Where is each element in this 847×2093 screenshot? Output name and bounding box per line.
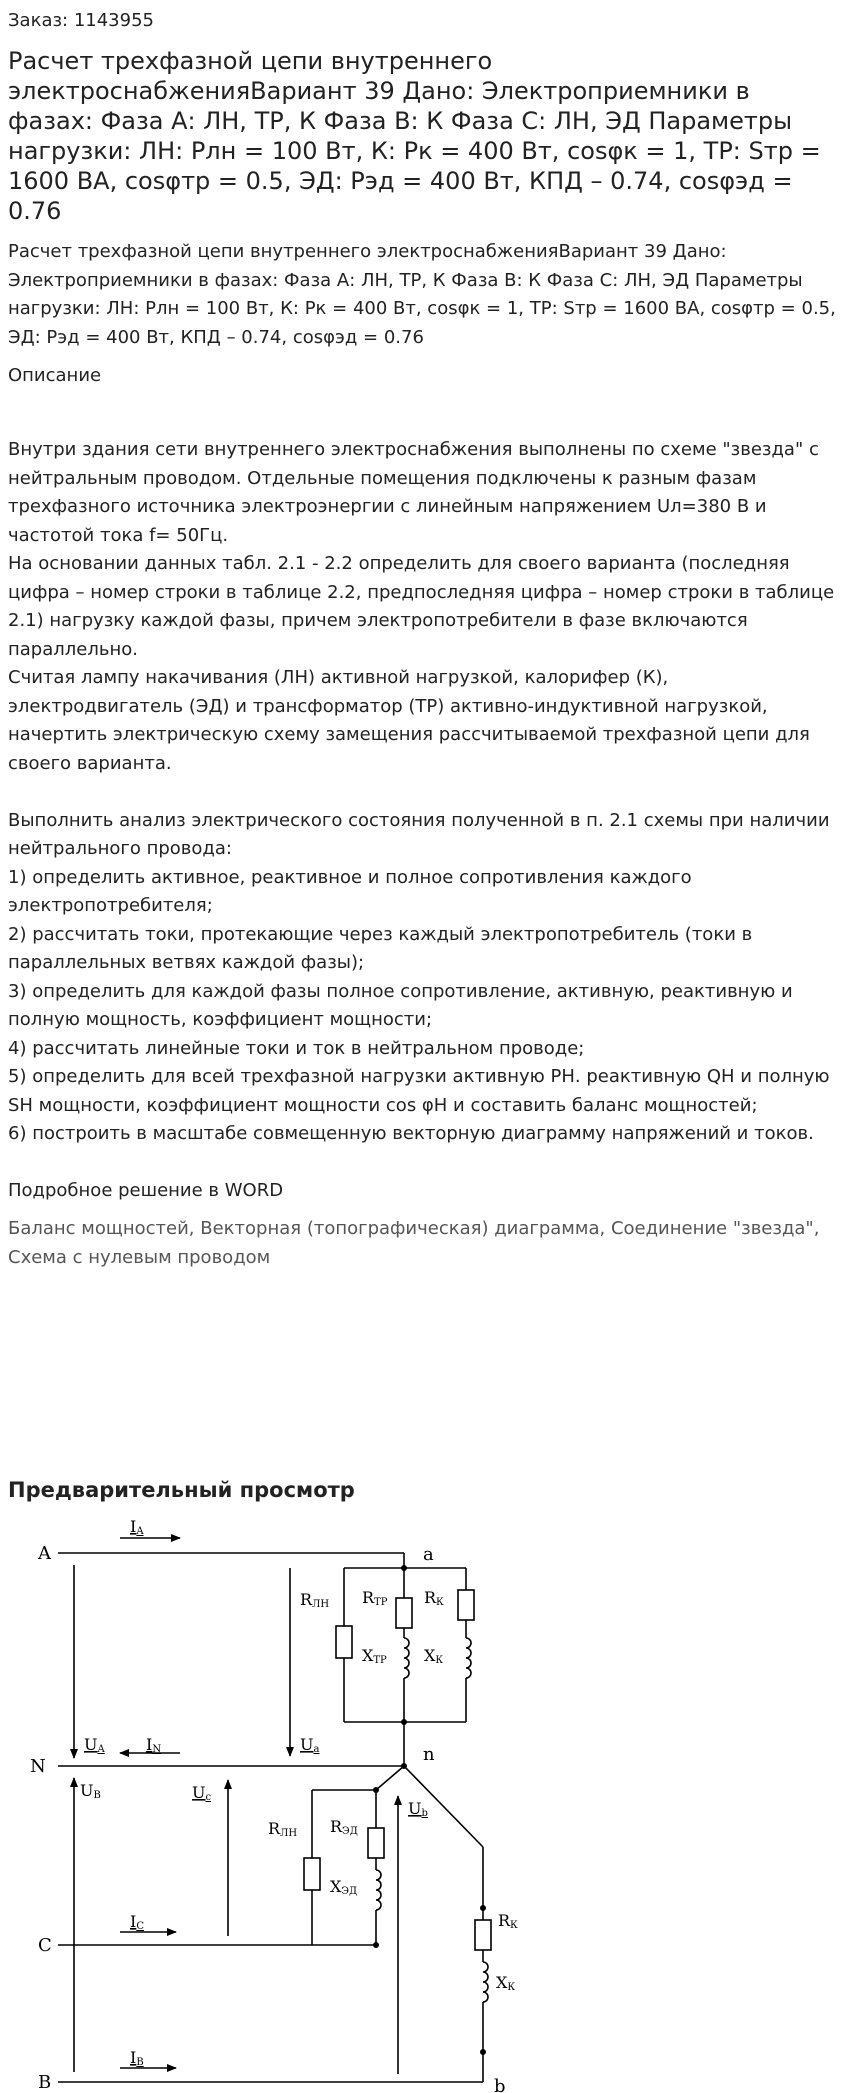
inductor-x-k-b	[483, 1962, 488, 2002]
description-paragraph-4: Выполнить анализ электрического состояния полученной в п. 2.1 схемы при наличии нейтрального провода:	[8, 809, 830, 859]
label-current-n: IN	[146, 1735, 162, 1755]
resistor-r-k-a	[458, 1590, 474, 1620]
label-r-ln-a: RЛН	[300, 1590, 330, 1610]
task-item-3: 3) определить для каждой фазы полное сопротивление, активную, реактивную и полную мощность, коэффициент мощности;	[8, 980, 793, 1030]
label-x-k-b: XК	[496, 1973, 516, 1993]
task-item-2: 2) рассчитать токи, протекающие через каждый электропотребитель (токи в параллельных ветвях каждой фазы);	[8, 923, 753, 973]
description-paragraph-3: Считая лампу накачивания (ЛН) активной нагрузкой, калорифер (К), электродвигатель (ЭД) и трансформатор (ТР) активно-индуктивной нагрузкой, начертить электрическую схему замещения рассчитываемой трехфазной цепи для своего варианта.	[8, 667, 810, 774]
label-r-k-a: RК	[424, 1588, 444, 1608]
label-r-tr: RТР	[362, 1588, 388, 1608]
label-voltage-b-phase: Ub	[408, 1799, 428, 1819]
label-x-ed: XЭД	[330, 1877, 358, 1897]
label-r-ln-c: RЛН	[268, 1819, 298, 1839]
label-current-c: IC	[130, 1912, 144, 1932]
label-current-a: IA	[130, 1517, 144, 1537]
circuit-diagram	[0, 1510, 847, 2093]
label-phase-c: C	[38, 1935, 52, 1956]
label-x-tr: XТР	[362, 1646, 387, 1666]
label-node-a: a	[423, 1544, 434, 1565]
resistor-r-tr	[396, 1598, 412, 1628]
label-node-n: n	[423, 1744, 435, 1765]
description-label: Описание	[8, 365, 102, 386]
wire-star-c	[376, 1766, 404, 1790]
task-item-5: 5) определить для всей трехфазной нагрузки активную PН. реактивную QН и полную SН мощности, коэффициент мощности cos φН и составить баланс мощностей;	[8, 1066, 830, 1116]
label-voltage-a: UA	[84, 1735, 105, 1755]
tag-power-balance[interactable]: Баланс мощностей	[8, 1217, 189, 1239]
inductor-x-ed	[376, 1870, 381, 1910]
resistor-r-ln-c	[304, 1858, 320, 1890]
resistor-r-ln-a	[336, 1626, 352, 1658]
tag-vector-diagram[interactable]: Векторная (топографическая) диаграмма	[200, 1217, 600, 1239]
label-current-b: IB	[130, 2048, 144, 2068]
subtitle: Расчет трехфазной цепи внутреннего электроснабженияВариант 39 Дано: Электроприемники в фазах: Фаза А: ЛН, ТР, К Фаза В: К Фаза С: ЛН, ЭД Параметры нагрузки: ЛН: Рлн = 100 Вт, К: Рк = 400 Вт, cosφк = 1, ТР: Sтр = 1600 ВА, cosφтр = 0.5, ЭД: Рэд = 400 Вт, КПД – 0.74, cosφэд = 0.76	[8, 241, 836, 348]
resistor-r-ed	[368, 1828, 384, 1858]
tag-neutral-wire[interactable]: Схема с нулевым проводом	[8, 1246, 271, 1268]
task-item-6: 6) построить в масштабе совмещенную векторную диаграмму напряжений и токов.	[8, 1123, 814, 1144]
label-node-b: b	[494, 2076, 506, 2093]
inductor-x-k-a	[466, 1638, 471, 1678]
task-item-4: 4) рассчитать линейные токи и ток в нейтральном проводе;	[8, 1037, 585, 1059]
tag-star-connection[interactable]: Соединение "звезда"	[610, 1217, 814, 1239]
description-paragraph-1: Внутри здания сети внутреннего электроснабжения выполнены по схеме "звезда" с нейтральным проводом. Отдельные помещения подключены к разным фазам трехфазного источника электроэнергии с линейным напряжением Uл=380 В и частотой тока f= 50Гц.	[8, 439, 819, 546]
label-x-k-a: XК	[424, 1646, 444, 1666]
preview-title: Предварительный просмотр	[8, 1478, 355, 1502]
word-solution-note: Подробное решение в WORD	[8, 1180, 284, 1201]
label-neutral: N	[30, 1756, 46, 1777]
tag-list: Баланс мощностей, Векторная (топографическая) диаграмма, Соединение "звезда", Схема с нулевым проводом	[8, 1217, 820, 1268]
inductor-x-tr	[404, 1638, 409, 1678]
label-r-ed: RЭД	[330, 1817, 358, 1837]
label-voltage-b: UB	[80, 1781, 101, 1801]
label-phase-b: B	[38, 2072, 52, 2093]
label-voltage-c: Uc	[192, 1783, 212, 1803]
page-title: Расчет трехфазной цепи внутреннего электроснабженияВариант 39 Дано: Электроприемники в фазах: Фаза А: ЛН, ТР, К Фаза В: К Фаза С: ЛН, ЭД Параметры нагрузки: ЛН: Рлн = 100 Вт, К: Рк = 400 Вт, cosφк = 1, ТР: Sтр = 1600 ВА, cosφтр = 0.5, ЭД: Рэд = 400 Вт, КПД – 0.74, cosφэд = 0.76	[8, 47, 821, 225]
order-number: Заказ: 1143955	[8, 10, 154, 31]
label-voltage-a-phase: Ua	[300, 1735, 320, 1755]
label-r-k-b: RК	[498, 1911, 518, 1931]
description-body	[8, 436, 839, 1206]
label-phase-a: A	[38, 1543, 51, 1564]
task-item-1: 1) определить активное, реактивное и полное сопротивления каждого электропотребителя;	[8, 866, 692, 916]
description-paragraph-2: На основании данных табл. 2.1 - 2.2 определить для своего варианта (последняя цифра – номер строки в таблице 2.2, предпоследняя цифра – номер строки в таблице 2.1) нагрузку каждой фазы, причем электропотребители в фазе включаются параллельно.	[8, 553, 835, 660]
